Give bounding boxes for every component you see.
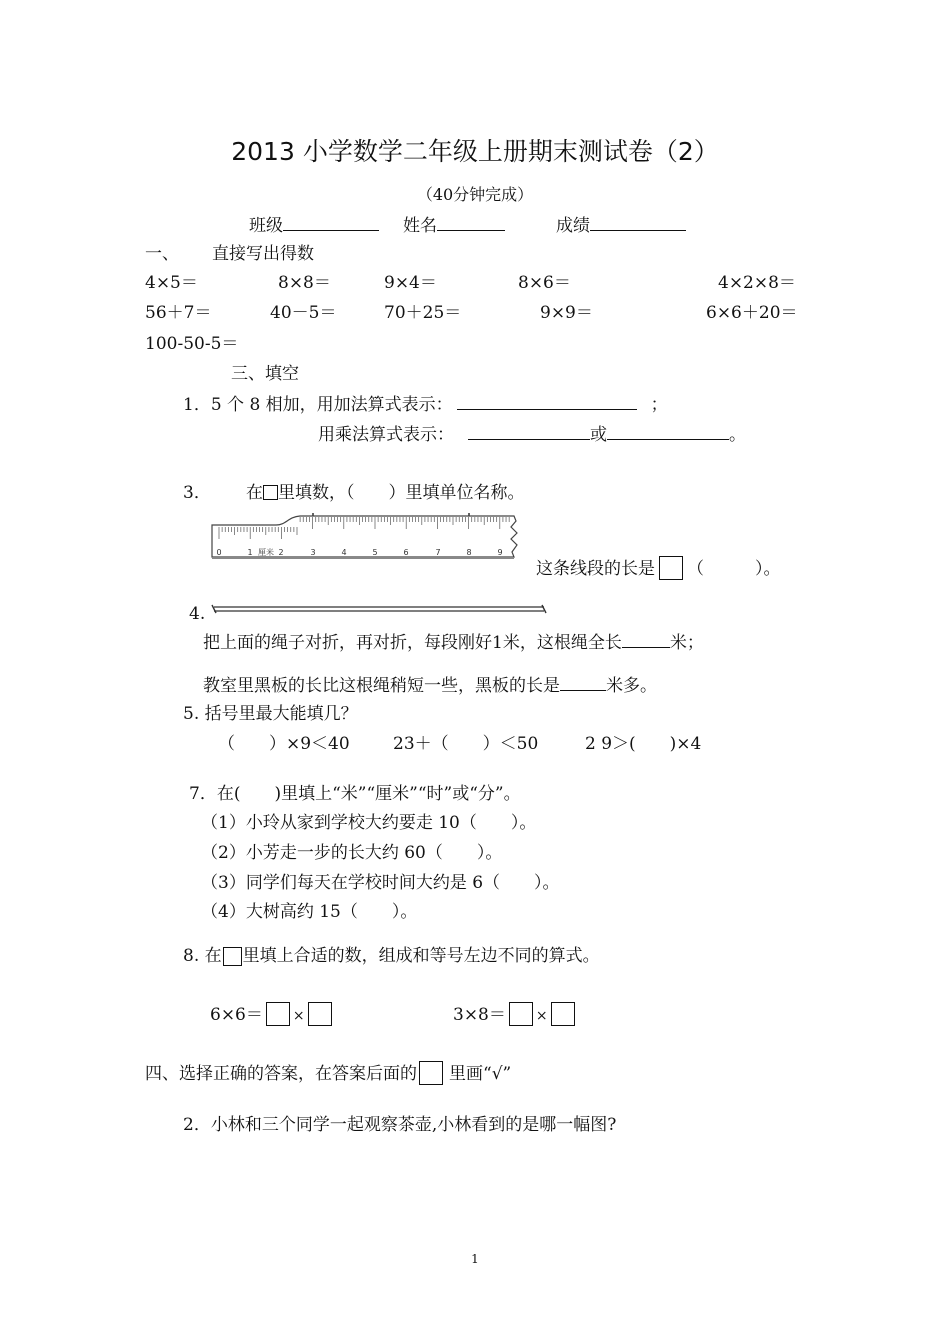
q4-number: 4. [189,604,206,624]
q3-answer-pre: 这条线段的长是 [536,559,655,579]
q8-eq2-text: 3×8＝ [453,1005,506,1025]
section4-heading [145,1061,511,1085]
score-blank[interactable] [590,214,686,231]
q4-line2 [203,674,657,697]
class-label: 班级 [249,216,283,236]
q5-item: 2 9＞( )×4 [585,734,702,754]
page-title: 2013 小学数学二年级上册期末测试卷（2） [231,137,719,166]
q8-post: 里填上合适的数，组成和等号左边不同的算式。 [242,946,600,966]
calc-item: 100-50-5＝ [145,334,239,354]
q1-multiplication-blank-1[interactable] [468,423,590,440]
q8-pre: 8. 在 [183,946,222,966]
ruler-tick-label: 6 [403,548,409,557]
name-field[interactable] [403,214,505,237]
q8-times: × [535,1008,548,1024]
class-blank[interactable] [283,214,379,231]
q8-eq2-box-2[interactable] [551,1002,575,1026]
section4-heading-pre: 四、选择正确的答案，在答案后面的 [145,1064,417,1084]
q4-line2-end: 米多。 [606,676,657,696]
ruler-tick-label: 3 [310,548,316,557]
q1-addition-blank[interactable] [457,393,637,410]
q3-answer-post: （ ）。 [687,559,781,579]
name-blank[interactable] [437,214,505,231]
ruler-tick-label: 0 [216,548,222,557]
q8-eq1-box-1[interactable] [266,1002,290,1026]
q1-or: 或 [590,425,607,445]
q3-instruction [246,482,525,504]
q8-equation-1 [210,1002,332,1027]
section3-heading: 三、填空 [231,364,299,384]
q8-eq1-box-2[interactable] [308,1002,332,1026]
ruler-tick-label: 2 [278,548,284,557]
ruler-tick-label: 9 [497,548,503,557]
q7-item: （1）小玲从家到学校大约要走 10（ ）。 [201,813,537,833]
ruler-tick-label: 5 [372,548,378,557]
square-box-icon [263,485,278,500]
section4-heading-post: 里画“√” [449,1064,512,1084]
q8-times: × [292,1008,305,1024]
ruler-tick-label: 1 [247,548,253,557]
calc-item: 4×2×8＝ [718,273,796,293]
q8-equation-2 [453,1002,575,1027]
page-subtitle: （40分钟完成） [416,185,534,204]
q5-title: 5. 括号里最大能填几？ [183,704,358,724]
q3-post: 里填数，（ ）里填单位名称。 [278,483,525,503]
q5-item: （ ）×9＜40 [218,734,350,754]
q3-number: 3． [183,483,211,503]
q1-addition [183,393,668,416]
q1-addition-text: 1．5 个 8 相加，用加法算式表示： [183,395,453,415]
q4-line2-text: 教室里黑板的长比这根绳稍短一些，黑板的长是 [203,676,560,696]
calc-item: 8×8＝ [278,273,331,293]
ruler-tick-label: 4 [341,548,347,557]
q4-line1-text: 把上面的绳子对折，再对折，每段刚好1米，这根绳全长 [203,633,622,653]
q4-line1 [203,631,704,654]
q4-blank-2[interactable] [560,674,606,691]
rope-icon [210,602,550,616]
name-label: 姓名 [403,216,437,236]
q1-addition-end: ； [650,395,668,415]
q4-blank-1[interactable] [622,631,670,648]
calc-item: 4×5＝ [145,273,198,293]
ruler-tick-label: 7 [435,548,441,557]
ruler-figure [208,505,524,565]
q5-item: 23＋（ ）＜50 [393,734,539,754]
class-field[interactable] [249,214,379,237]
q7-item: （2）小芳走一步的长大约 60（ ）。 [201,843,503,863]
q4-line1-end: 米； [669,633,704,653]
calc-item: 9×9＝ [540,303,593,323]
q1-multiplication [318,423,746,446]
square-box-icon [419,1061,443,1085]
q8-instruction [183,945,600,967]
q8-eq1-text: 6×6＝ [210,1005,263,1025]
calc-item: 6×6＋20＝ [706,303,798,323]
calc-item: 70＋25＝ [384,303,462,323]
page-number: 1 [471,1252,479,1266]
q3-answer [536,556,781,580]
ruler-unit-label: 厘米 [258,548,274,557]
ruler-tick-label: 8 [466,548,472,557]
calc-item: 40－5＝ [270,303,337,323]
calc-item: 9×4＝ [384,273,437,293]
q8-eq2-box-1[interactable] [509,1002,533,1026]
section1-heading-num: 一、 [145,244,179,264]
square-box-icon [223,947,242,966]
q7-item: （4）大树高约 15（ ）。 [201,902,418,922]
calc-item: 56＋7＝ [145,303,212,323]
section1-heading: 直接写出得数 [212,244,314,264]
q1-end: 。 [729,425,746,445]
q1-multiplication-blank-2[interactable] [607,423,729,440]
q7-title: 7．在( )里填上“米”“厘米”“时”或“分”。 [189,784,521,804]
q3-pre: 在 [246,483,263,503]
q1-multiplication-text: 用乘法算式表示： [318,425,454,445]
score-field[interactable] [556,214,686,237]
q7-item: （3）同学们每天在学校时间大约是 6（ ）。 [201,873,560,893]
section4-q2: 2．小林和三个同学一起观察茶壶,小林看到的是哪一幅图? [183,1115,617,1135]
calc-item: 8×6＝ [518,273,571,293]
score-label: 成绩 [556,216,590,236]
q3-answer-box[interactable] [659,556,683,580]
